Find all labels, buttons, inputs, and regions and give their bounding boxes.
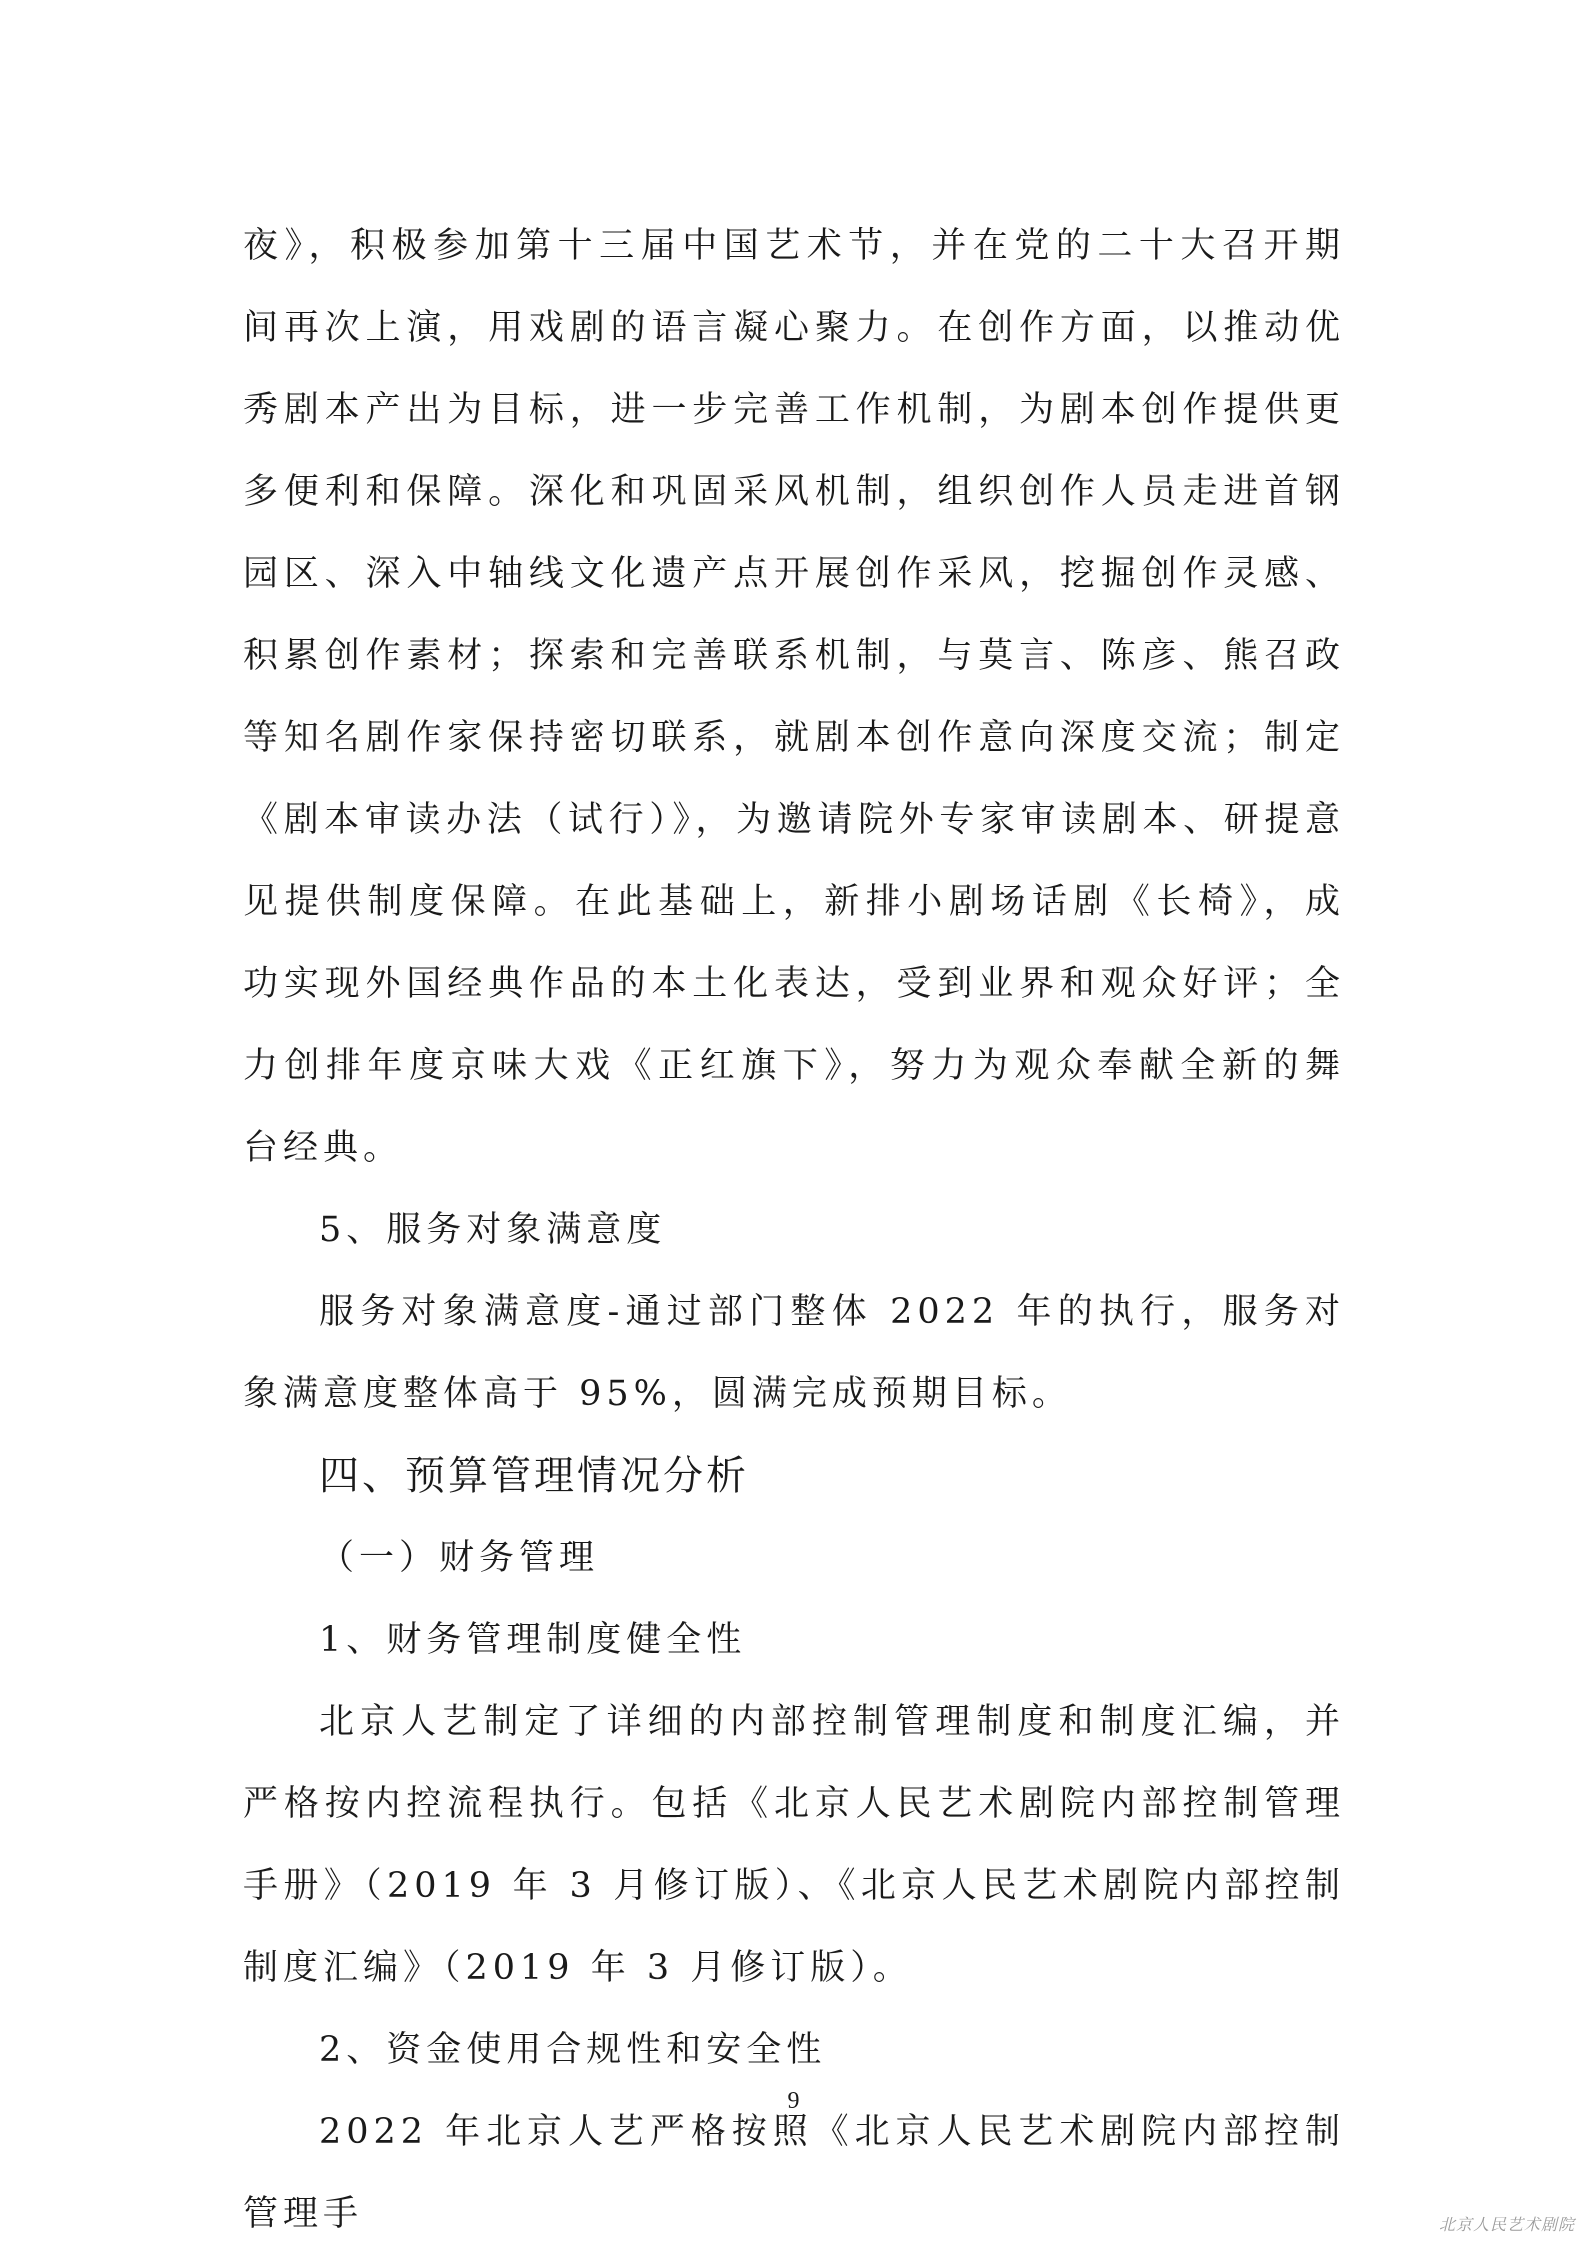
watermark-text: 北京人民艺术剧院 bbox=[1438, 2215, 1575, 2234]
document-body bbox=[243, 205, 1345, 2255]
page-number: 9 bbox=[787, 2088, 800, 2114]
paragraph-internal-control: 北京人艺制定了详细的内部控制管理制度和制度汇编，并严格按内控流程执行。包括《北京人民艺术剧院内部控制管理手册》（2019 年 3 月修订版）、《北京人民艺术剧院内部控制制度汇编》（2019 年 3 月修订版）。 bbox=[243, 1702, 1345, 1988]
item-system-soundness-title: 1、财务管理制度健全性 bbox=[319, 1620, 747, 1660]
paragraph-creation-work: 夜》，积极参加第十三届中国艺术节，并在党的二十大召开期间再次上演，用戏剧的语言凝心聚力。在创作方面，以推动优秀剧本产出为目标，进一步完善工作机制，为剧本创作提供更多便利和保障。深化和巩固采风机制，组织创作人员走进首钢园区、深入中轴线文化遗产点开展创作采风，挖掘创作灵感、积累创作素材；探索和完善联系机制，与莫言、陈彦、熊召政等知名剧作家保持密切联系，就剧本创作意向深度交流；制定《剧本审读办法（试行）》，为邀请院外专家审读剧本、研提意见提供制度保障。在此基础上，新排小剧场话剧《长椅》，成功实现外国经典作品的本土化表达，受到业界和观众好评；全力创排年度京味大戏《正红旗下》，努力为观众奉献全新的舞台经典。 bbox=[243, 226, 1345, 1168]
item-fund-compliance-title: 2、资金使用合规性和安全性 bbox=[319, 2030, 827, 2070]
paragraph-fund-compliance: 2022 年北京人艺严格按照《北京人民艺术剧院内部控制管理手 bbox=[243, 2112, 1345, 2234]
subsection-financial-management: （一）财务管理 bbox=[319, 1538, 600, 1578]
section-heading-budget-analysis: 四、预算管理情况分析 bbox=[319, 1453, 749, 1499]
paragraph-satisfaction: 服务对象满意度-通过部门整体 2022 年的执行，服务对象满意度整体高于 95%，圆满完成预期目标。 bbox=[243, 1292, 1345, 1414]
item-satisfaction-title: 5、服务对象满意度 bbox=[319, 1210, 667, 1250]
